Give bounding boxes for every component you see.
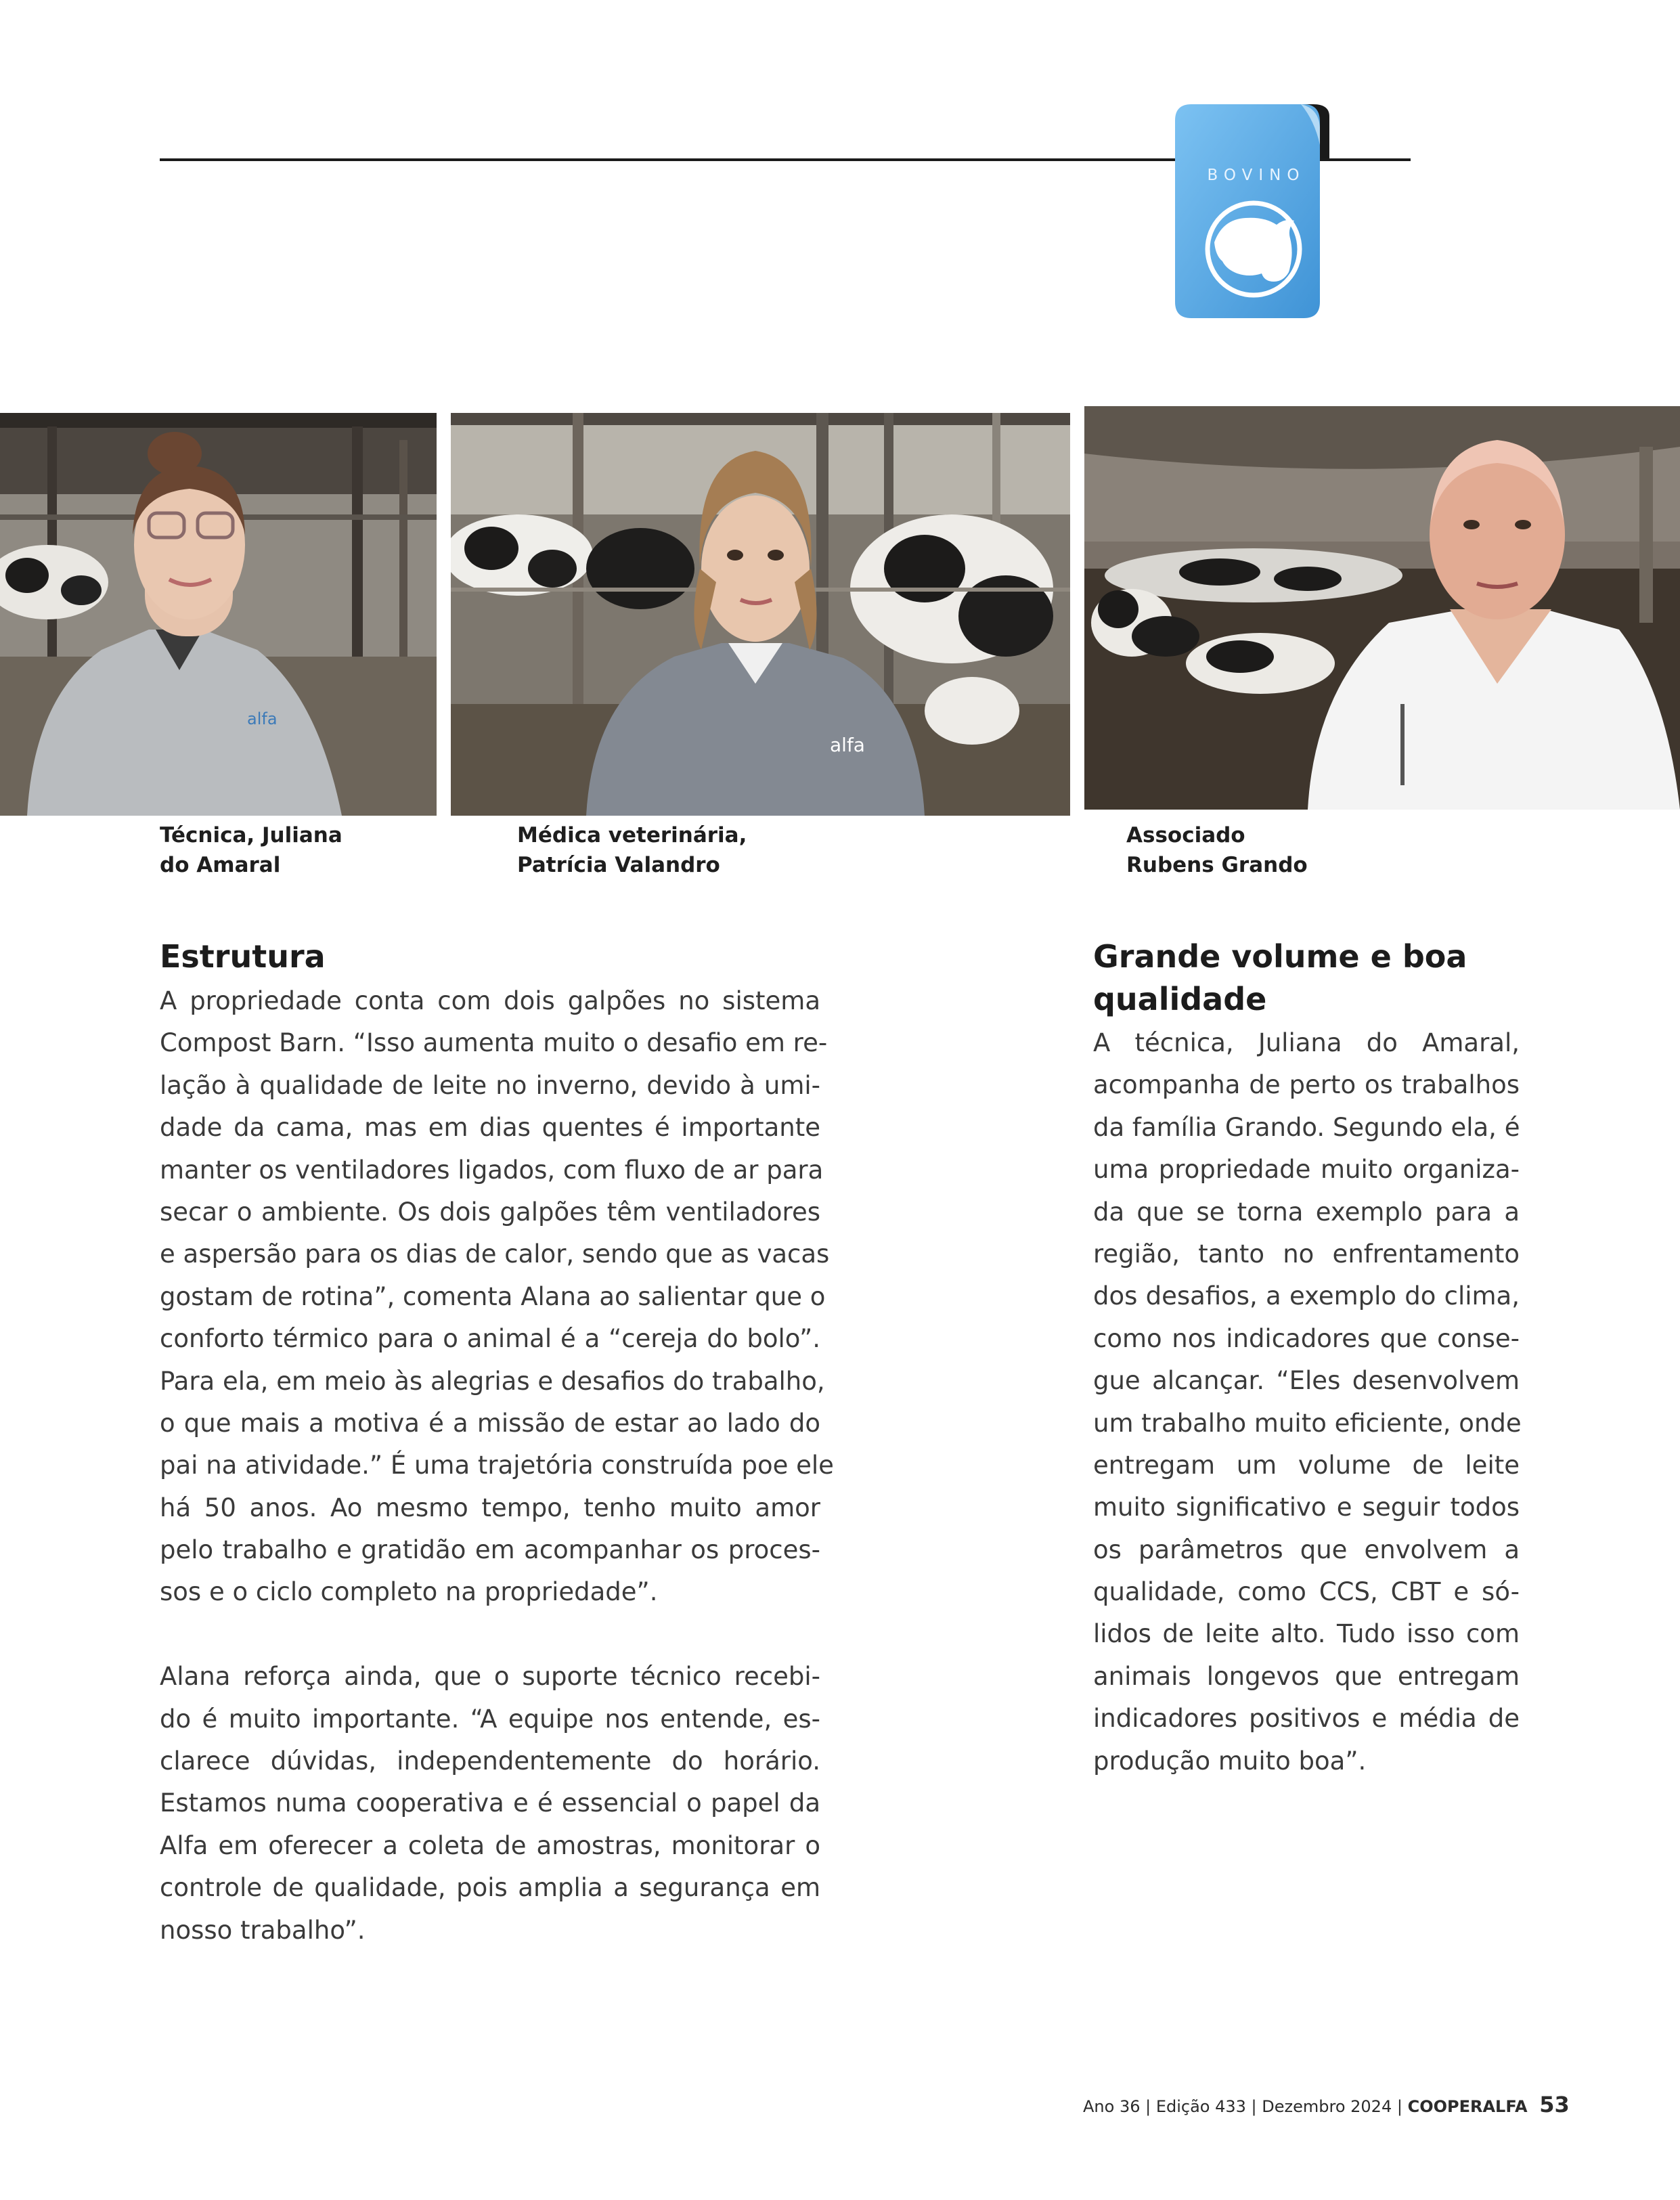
text-line: indicadores positivos e média de [1093, 1704, 1520, 1734]
text-line: do é muito importante. “A equipe nos entende, es- [160, 1704, 820, 1734]
photo-rubens [1084, 406, 1680, 810]
caption-line: Técnica, Juliana [160, 823, 342, 848]
text-line: secar o ambiente. Os dois galpões têm ventiladores [160, 1197, 820, 1227]
photo-caption-juliana [160, 820, 342, 880]
text-line: um trabalho muito eficiente, onde [1093, 1408, 1522, 1438]
caption-line: Médica veterinária, [517, 823, 747, 848]
section-tab [1175, 104, 1333, 318]
heading-text: Estrutura [160, 938, 326, 975]
shirt-logo: alfa [830, 734, 865, 756]
issue-info: Ano 36 | Edição 433 | Dezembro 2024 | [1083, 2097, 1402, 2116]
left-paragraph-2 [160, 1656, 820, 1952]
text-line: pai na atividade.” É uma trajetória construída poe ele [160, 1451, 834, 1480]
right-column-text [1093, 1022, 1520, 1782]
section-heading-estrutura [160, 936, 326, 978]
left-paragraph-1 [160, 980, 834, 1614]
text-line: gostam de rotina”, comenta Alana ao salientar que o [160, 1281, 826, 1311]
text-line: dade da cama, mas em dias quentes é importante [160, 1113, 820, 1143]
photo-caption-rubens [1126, 820, 1308, 880]
caption-line: Rubens Grando [1126, 853, 1308, 877]
text-line: A propriedade conta com dois galpões no sistema [160, 986, 820, 1015]
left-column-text [160, 980, 834, 1952]
text-line: dos desafios, a exemplo do clima, [1093, 1281, 1520, 1311]
text-line: acompanha de perto os trabalhos [1093, 1070, 1520, 1100]
section-heading-grande-volume [1093, 936, 1467, 1021]
text-line: A técnica, Juliana do Amaral, [1093, 1028, 1520, 1057]
section-tab-label: BOVINO [1207, 167, 1306, 184]
text-line: nosso trabalho”. [160, 1915, 366, 1945]
text-line: gue alcançar. “Eles desenvolvem [1093, 1366, 1520, 1396]
text-line: conforto térmico para o animal é a “cereja do bolo”. [160, 1324, 820, 1354]
text-line: Alfa em oferecer a coleta de amostras, monitorar o [160, 1830, 820, 1860]
text-line: os parâmetros que envolvem a [1093, 1535, 1520, 1564]
text-line: animais longevos que entregam [1093, 1661, 1520, 1691]
text-line: Alana reforça ainda, que o suporte técnico recebi- [160, 1662, 820, 1692]
photo-patricia [451, 413, 1070, 816]
text-line: há 50 anos. Ao mesmo tempo, tenho muito amor [160, 1493, 820, 1522]
text-line: e aspersão para os dias de calor, sendo que as vacas [160, 1239, 830, 1269]
text-line: da família Grando. Segundo ela, é [1093, 1112, 1520, 1142]
text-line: manter os ventiladores ligados, com fluxo de ar para [160, 1155, 824, 1185]
publication-name: COOPERALFA [1407, 2097, 1528, 2116]
text-line: lação à qualidade de leite no inverno, devido à umi- [160, 1070, 820, 1100]
text-line: produção muito boa”. [1093, 1746, 1367, 1776]
text-line: sos e o ciclo completo na propriedade”. [160, 1577, 658, 1607]
photo-caption-patricia [517, 820, 747, 880]
page-footer [1083, 2092, 1570, 2117]
right-paragraph [1093, 1022, 1520, 1782]
heading-text: Grande volume e boa [1093, 938, 1467, 975]
text-line: da que se torna exemplo para a [1093, 1197, 1520, 1227]
text-line: Compost Barn. “Isso aumenta muito o desafio em re- [160, 1028, 828, 1058]
text-line: o que mais a motiva é a missão de estar ao lado do [160, 1408, 820, 1438]
text-line: região, tanto no enfrentamento [1093, 1239, 1520, 1269]
text-line: pelo trabalho e gratidão em acompanhar os proces- [160, 1535, 820, 1565]
text-line: lidos de leite alto. Tudo isso com [1093, 1619, 1520, 1649]
caption-line: do Amaral [160, 853, 281, 877]
photo-juliana [0, 413, 437, 816]
caption-line: Patrícia Valandro [517, 853, 720, 877]
text-line: Para ela, em meio às alegrias e desafios do trabalho, [160, 1366, 825, 1396]
text-line: como nos indicadores que conse- [1093, 1323, 1520, 1353]
text-line: Estamos numa cooperativa e é essencial o papel da [160, 1788, 820, 1818]
text-line: controle de qualidade, pois amplia a segurança em [160, 1873, 820, 1903]
section-tab-graphic [1175, 104, 1333, 318]
shirt-logo: alfa [247, 709, 278, 728]
text-line: clarece dúvidas, independentemente do horário. [160, 1746, 820, 1776]
text-line: uma propriedade muito organiza- [1093, 1155, 1520, 1185]
text-line: muito significativo e seguir todos [1093, 1493, 1520, 1522]
page-number: 53 [1539, 2092, 1570, 2117]
text-line: qualidade, como CCS, CBT e só- [1093, 1577, 1520, 1607]
heading-text: qualidade [1093, 981, 1267, 1017]
caption-line: Associado [1126, 823, 1245, 848]
text-line: entregam um volume de leite [1093, 1450, 1520, 1480]
